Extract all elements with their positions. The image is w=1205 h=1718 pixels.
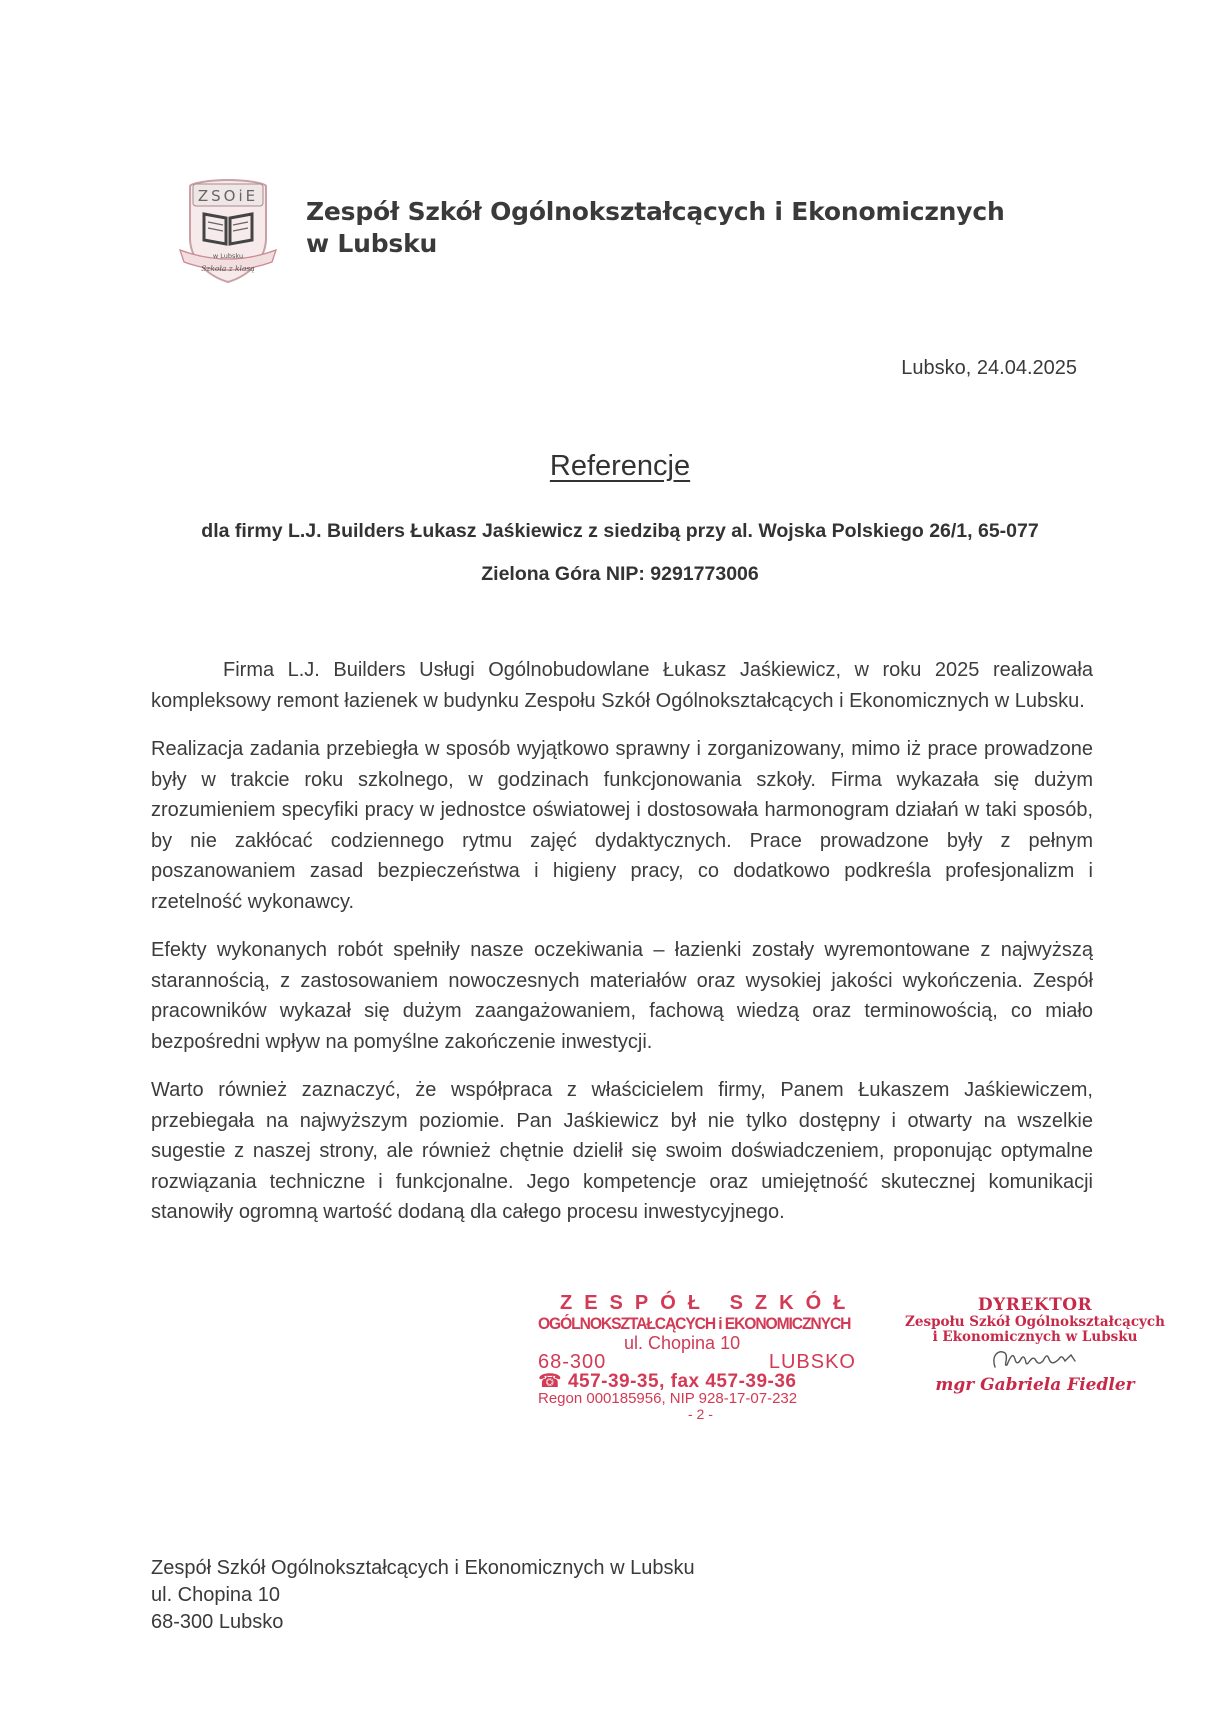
page-number: - 2 - (688, 1406, 713, 1422)
document-date: Lubsko, 24.04.2025 (901, 357, 1077, 379)
svg-text:Szkoła z klasą: Szkoła z klasą (201, 264, 255, 273)
handwritten-signature-icon (895, 1345, 1175, 1375)
stamp-city: LUBSKO (768, 1351, 856, 1373)
school-name-header (306, 196, 1005, 260)
document-title: Referencje (549, 450, 691, 482)
footer-line-2: ul. Chopina 10 (151, 1584, 280, 1606)
body-paragraph-3: Efekty wykonanych robót spełniły nasze oczekiwania – łazienki zostały wyremontowane z najwyższą starannością, z zastosowaniem nowoczesnych materiałów oraz wysokiej jakości wykończenia. Zespół pracowników wykazał się dużym zaangażowaniem, fachową wiedzą oraz terminowością, co miało bezpośredni wpływ na pomyślne zakończenie inwestycji. (151, 939, 1093, 1053)
school-crest-icon (178, 178, 278, 286)
stamp-city-row (538, 1352, 856, 1372)
footer-address (151, 1555, 695, 1636)
document-subtitle (150, 510, 1090, 596)
director-signature (895, 1345, 1175, 1375)
body-paragraph-4: Warto również zaznaczyć, że współpraca z właścicielem firmy, Panem Łukaszem Jaśkiewiczem, przebiegała na najwyższym poziomie. Pan Jaśkiewicz był nie tylko dostępny i otwarty na wszelkie sugestie z naszej strony, ale również chętnie dzielił się swoim doświadczeniem, proponując optymalne rozwiązania techniczne i funkcjonalne. Jego kompetencje oraz umiejętność skutecznej komunikacji stanowiły ogromną wartość dodaną dla całego procesu inwestycyjnego. (151, 1079, 1093, 1223)
footer-line-1: Zespół Szkół Ogólnokształcących i Ekonomicznych w Lubsku (151, 1557, 695, 1579)
body-paragraph-2: Realizacja zadania przebiegła w sposób wyjątkowo sprawny i zorganizowany, mimo iż prace prowadzone były w trakcie roku szkolnego, w godzinach funkcjonowania szkoły. Firma wykazała się dużym zrozumieniem specyfiki pracy w jednostce oświatowej i dostosowała harmonogram działań w taki sposób, by nie zakłócać codziennego rytmu zajęć dydaktycznych. Prace prowadzone były z pełnym poszanowaniem zasad bezpieczeństwa i higieny pracy, co dodatkowo podkreśla profesjonalizm i rzetelność wykonawcy. (151, 738, 1093, 913)
school-name-line2: w Lubsku (306, 229, 438, 258)
subtitle-line1: dla firmy L.J. Builders Łukasz Jaśkiewicz z siedzibą przy al. Wojska Polskiego 26/1, 65-077 (201, 520, 1039, 542)
footer-line-3: 68-300 Lubsko (151, 1611, 284, 1633)
director-name: mgr Gabriela Fiedler (935, 1375, 1135, 1395)
stamp-address: ul. Chopina 10 (624, 1333, 741, 1353)
director-stamp (895, 1295, 1175, 1395)
body-paragraph-1: Firma L.J. Builders Usługi Ogólnobudowlane Łukasz Jaśkiewicz, w roku 2025 realizowała kompleksowy remont łazienek w budynku Zespołu Szkół Ogólnokształcących i Ekonomicznych w Lubsku. (151, 659, 1093, 712)
document-body (151, 655, 1093, 1246)
director-line-2: i Ekonomicznych w Lubsku (932, 1329, 1138, 1345)
stamp-phone: ☎ 457-39-35, fax 457-39-36 (538, 1371, 797, 1392)
school-logo (178, 178, 278, 286)
school-stamp (538, 1293, 858, 1423)
stamp-line-2: OGÓLNOKSZTAŁCĄCYCH i EKONOMICZNYCH (538, 1314, 851, 1333)
director-line-1: Zespołu Szkół Ogólnokształcących (905, 1314, 1165, 1330)
stamp-postcode: 68-300 (538, 1351, 607, 1373)
stamp-line-1: ZESPÓŁ SZKÓŁ (560, 1292, 858, 1314)
school-name-line1: Zespół Szkół Ogólnokształcących i Ekonomicznych (306, 197, 1005, 226)
svg-text:w Lubsku: w Lubsku (212, 252, 244, 260)
stamp-regon: Regon 000185956, NIP 928-17-07-232 (538, 1390, 798, 1407)
svg-text:ZSOiE: ZSOiE (197, 187, 259, 205)
director-title: DYREKTOR (977, 1295, 1093, 1315)
subtitle-line2: Zielona Góra NIP: 9291773006 (481, 563, 759, 585)
